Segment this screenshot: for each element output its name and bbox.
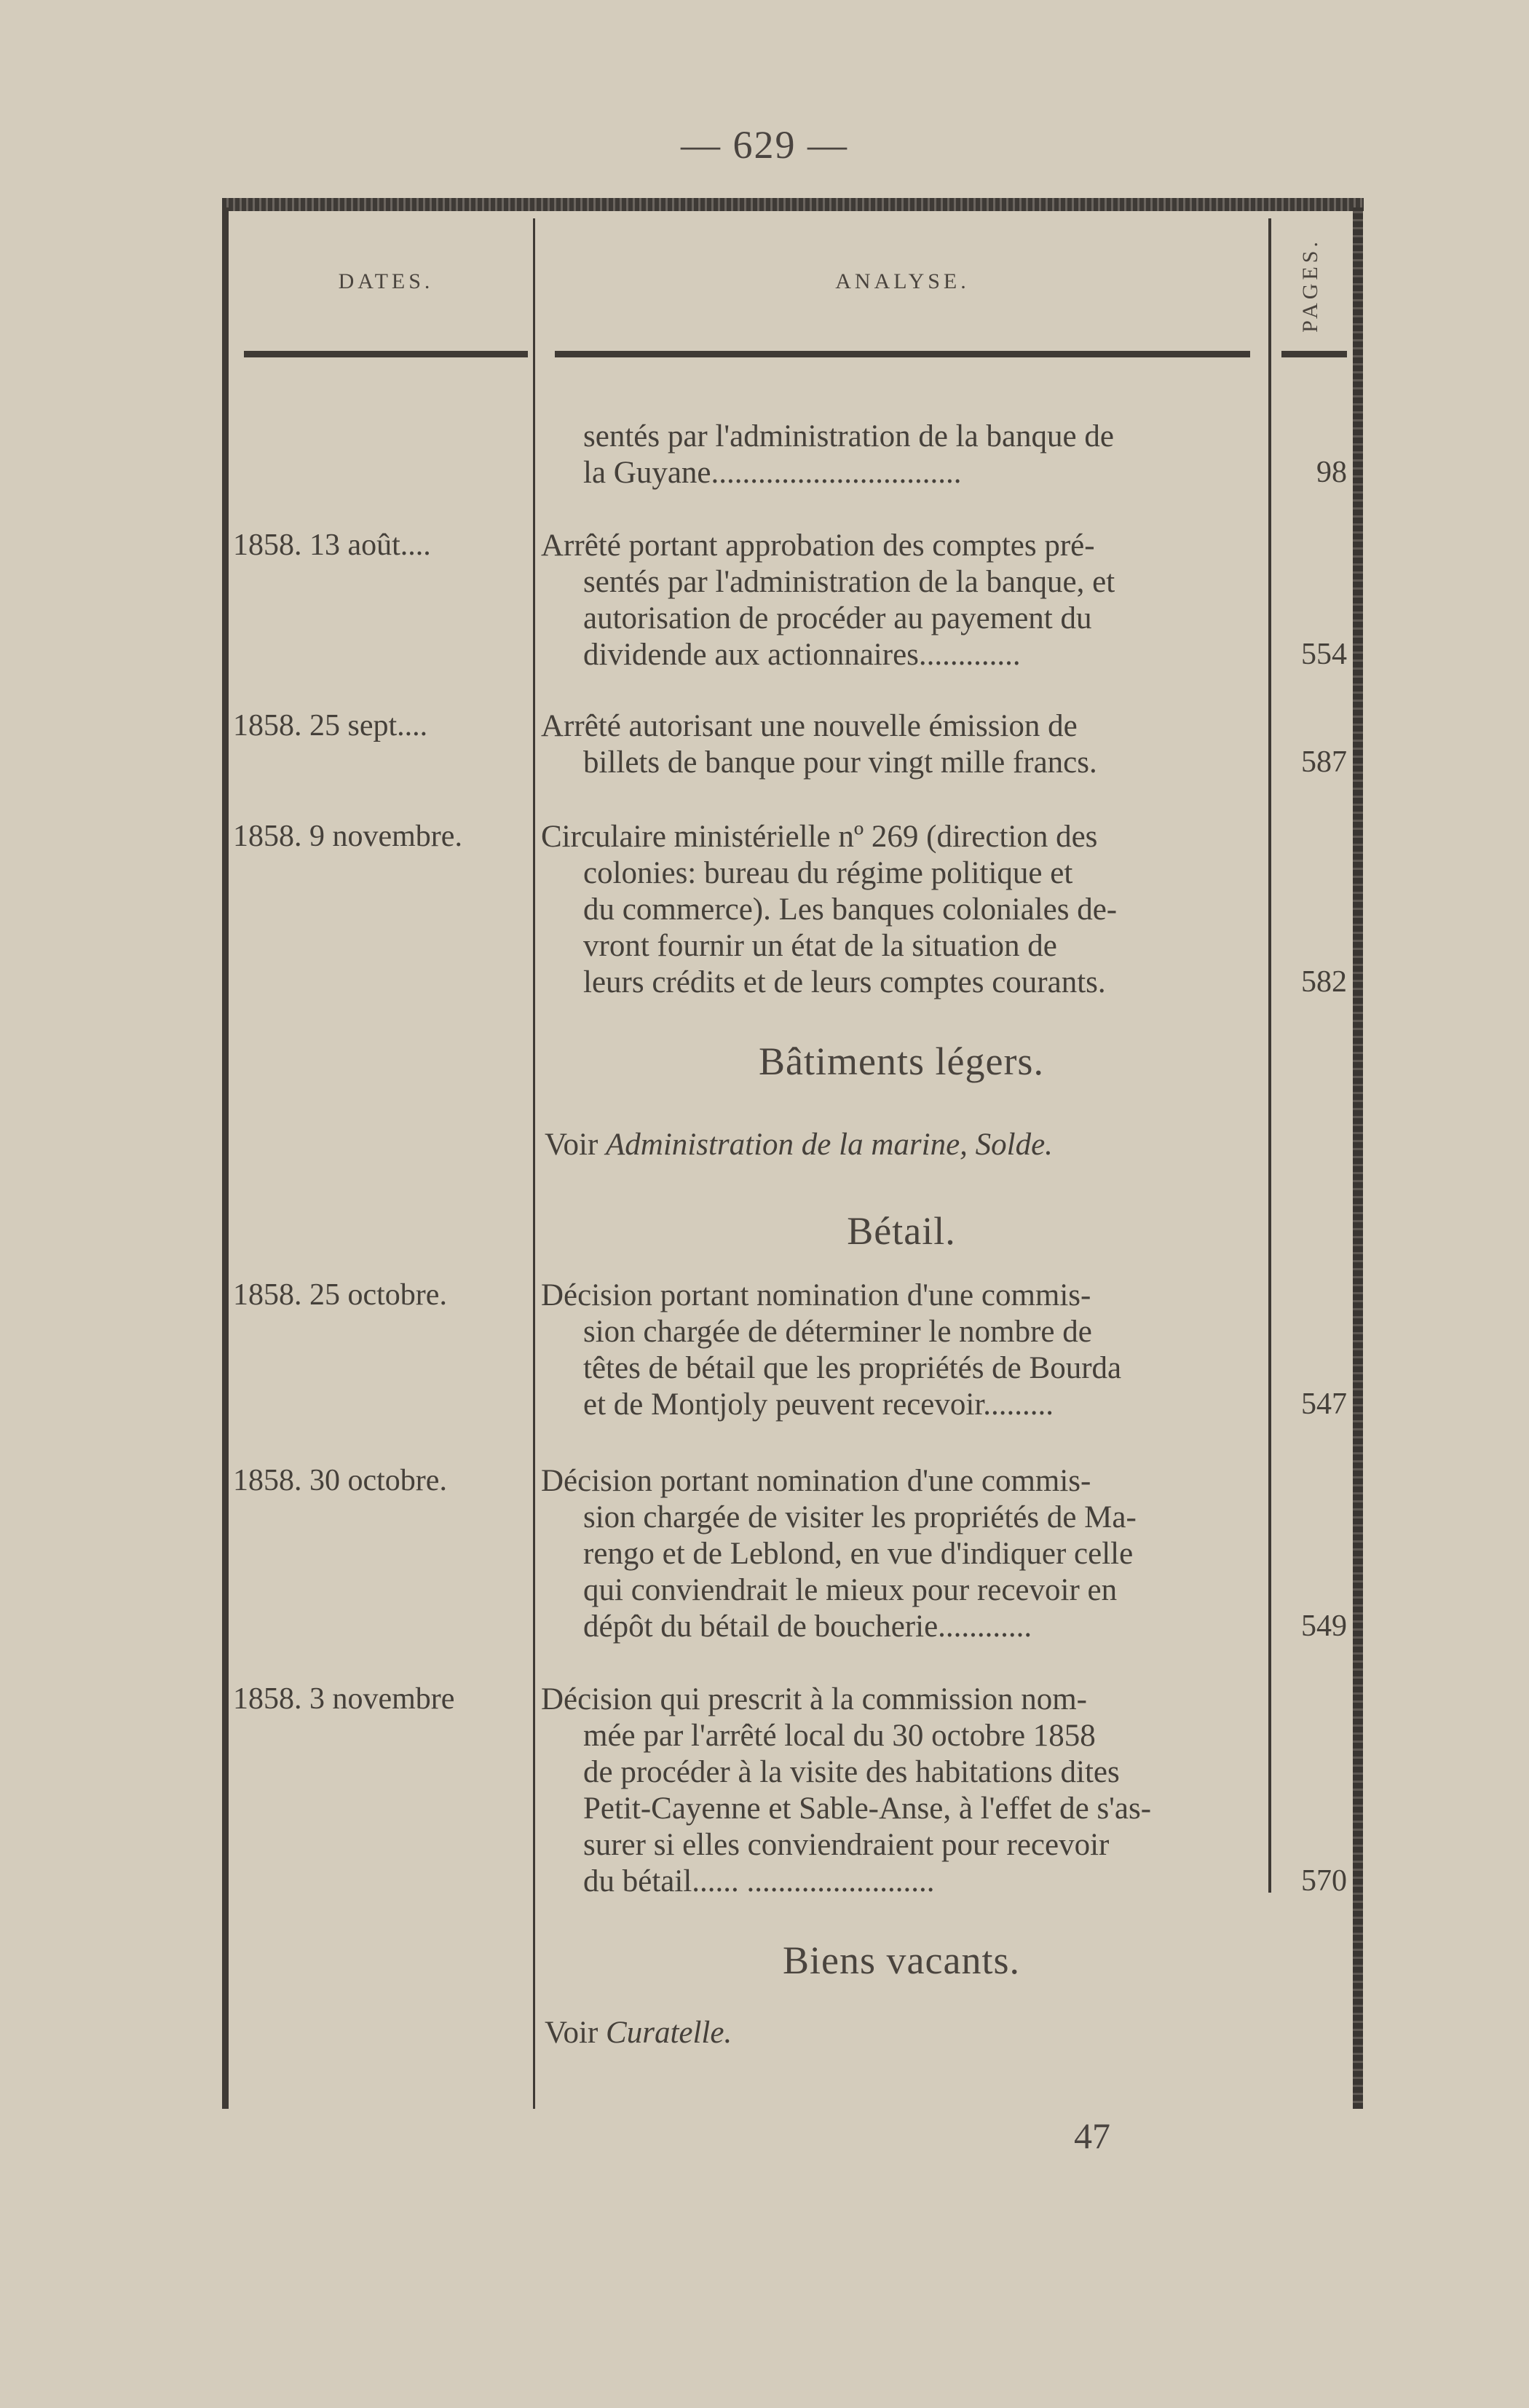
page-ref: 554 — [1301, 638, 1347, 671]
cross-reference-target: Administration de la marine, Solde. — [606, 1128, 1053, 1162]
signature-mark: 47 — [1074, 2115, 1110, 2156]
entry-analyse — [541, 528, 1262, 673]
entry-analyse — [541, 819, 1262, 1001]
entry-line: têtes de bétail que les propriétés de Bourda — [583, 1351, 1122, 1385]
entry-line: Décision portant nomination d'une commis- — [541, 1464, 1091, 1498]
right-border — [1353, 207, 1363, 2109]
header-dates: DATES. — [338, 269, 434, 293]
entry-line: vront fournir un état de la situation de — [583, 929, 1057, 963]
entry-line: dépôt du bétail de boucherie............ — [583, 1609, 1032, 1644]
entry-date: 1858. 25 sept.... — [233, 709, 428, 742]
left-border — [222, 207, 229, 2109]
entry-line: Arrêté autorisant une nouvelle émission de — [541, 709, 1078, 743]
pages-column-divider — [1268, 218, 1271, 1893]
entry-line: dividende aux actionnaires............. — [583, 638, 1021, 672]
entry-continued — [541, 419, 1262, 491]
entry-line: du commerce). Les banques coloniales de- — [583, 892, 1118, 927]
entry-analyse — [541, 708, 1262, 781]
entry-line: Arrêté portant approbation des comptes pré- — [541, 528, 1095, 563]
page-ref: 582 — [1301, 965, 1347, 999]
voir-label: Voir — [545, 1128, 598, 1162]
entry-date: 1858. 25 octobre. — [233, 1278, 447, 1312]
voir-label: Voir — [545, 2016, 598, 2050]
entry-line: mée par l'arrêté local du 30 octobre 1858 — [583, 1719, 1096, 1753]
section-title-betail: Bétail. — [847, 1209, 956, 1253]
entry-line: sion chargée de déterminer le nombre de — [583, 1315, 1092, 1349]
section-title-biens: Biens vacants. — [783, 1938, 1020, 1982]
entry-line: sentés par l'administration de la banque, et — [583, 565, 1115, 599]
entry-analyse — [541, 1682, 1262, 1900]
entry-line: et de Montjoly peuvent recevoir......... — [583, 1387, 1054, 1422]
dates-column-divider — [533, 218, 535, 2109]
entry-line: sentés par l'administration de la banque de — [583, 419, 1114, 454]
entry-date: 1858. 3 novembre — [233, 1682, 455, 1716]
entry-line: Décision portant nomination d'une commis- — [541, 1278, 1091, 1312]
page-number: — 629 — — [681, 123, 848, 167]
entry-line: qui conviendrait le mieux pour recevoir en — [583, 1573, 1118, 1607]
header-rule-analyse — [555, 351, 1250, 357]
entry-line: de procéder à la visite des habitations dites — [583, 1755, 1120, 1789]
entry-line: Circulaire ministérielle nº 269 (direction des — [541, 820, 1098, 854]
header-rule-pages — [1281, 351, 1347, 357]
entry-analyse — [541, 1463, 1262, 1645]
page-ref: 549 — [1301, 1609, 1347, 1643]
entry-line: rengo et de Leblond, en vue d'indiquer celle — [583, 1537, 1134, 1571]
header-pages: PAGES. — [1298, 238, 1322, 333]
entry-date: 1858. 30 octobre. — [233, 1464, 447, 1497]
entry-date: 1858. 13 août.... — [233, 528, 431, 562]
table-top-border — [222, 198, 1364, 211]
entry-line: colonies: bureau du régime politique et — [583, 856, 1073, 890]
entry-line: billets de banque pour vingt mille francs. — [583, 745, 1097, 780]
cross-reference-batiments — [545, 1127, 1053, 1163]
header-rule-dates — [244, 351, 528, 357]
section-title-batiments: Bâtiments légers. — [759, 1039, 1044, 1083]
page-ref: 587 — [1301, 745, 1347, 779]
entry-line: surer si elles conviendraient pour recevoir — [583, 1828, 1110, 1862]
page-ref: 98 — [1316, 456, 1347, 489]
entry-line: sion chargée de visiter les propriétés de Ma- — [583, 1500, 1137, 1534]
header-analyse: ANALYSE. — [835, 269, 970, 293]
entry-line: leurs crédits et de leurs comptes courants. — [583, 965, 1106, 999]
page-ref: 570 — [1301, 1864, 1347, 1898]
entry-analyse — [541, 1278, 1262, 1423]
entry-line: Décision qui prescrit à la commission nom- — [541, 1682, 1087, 1716]
cross-reference-target: Curatelle. — [606, 2016, 732, 2050]
entry-line: Petit-Cayenne et Sable-Anse, à l'effet de s'as- — [583, 1791, 1152, 1826]
entry-date: 1858. 9 novembre. — [233, 820, 462, 853]
entry-line: du bétail...... ........................ — [583, 1864, 935, 1898]
cross-reference-biens — [545, 2015, 732, 2051]
entry-line: autorisation de procéder au payement du — [583, 601, 1092, 635]
entry-line: la Guyane................................ — [583, 456, 962, 490]
page-ref: 547 — [1301, 1387, 1347, 1421]
